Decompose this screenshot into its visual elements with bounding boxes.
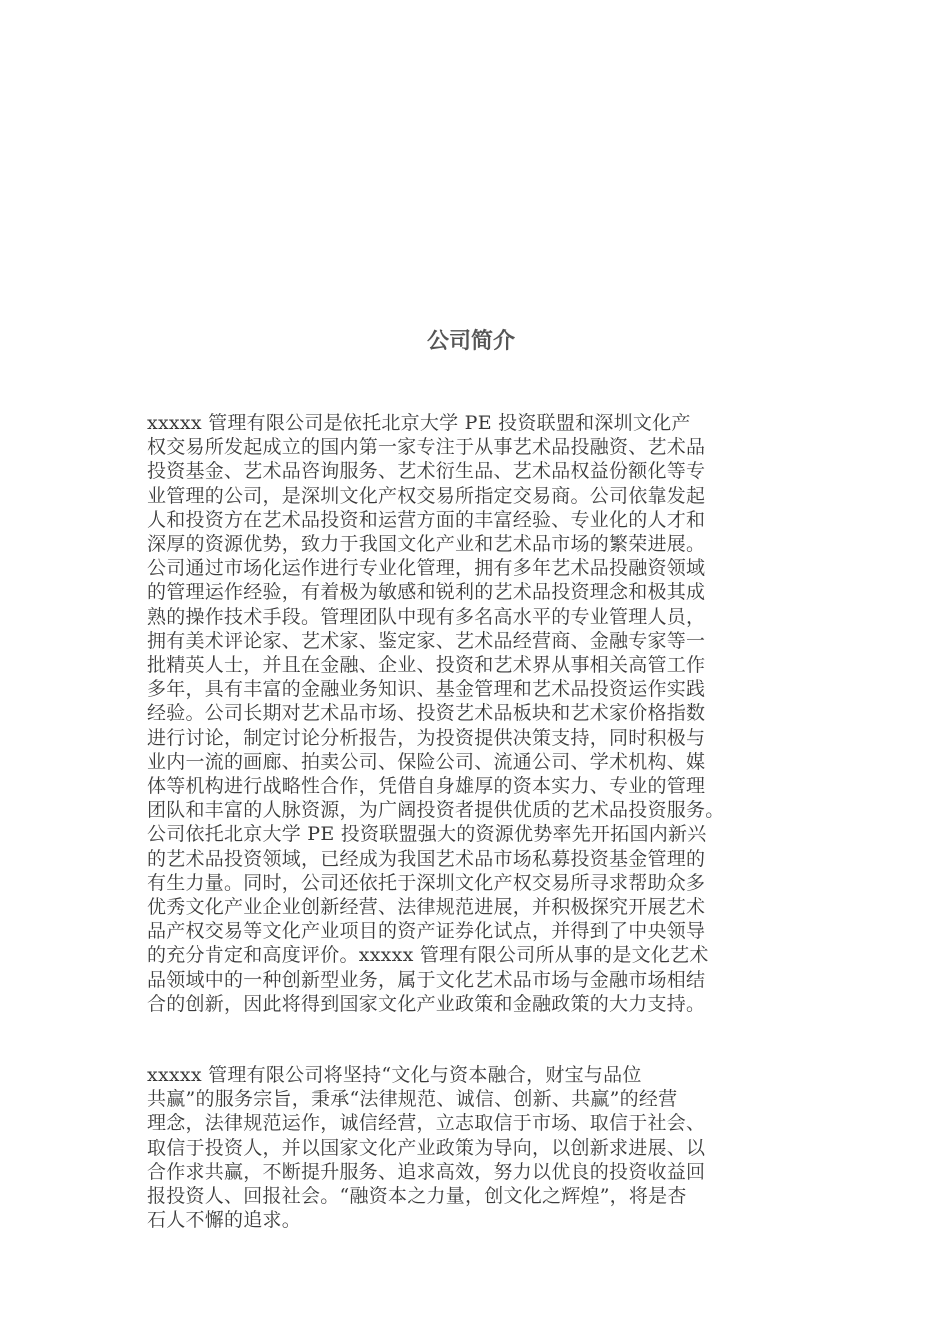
body-paragraph-1: xxxxx 管理有限公司是依托北京大学 PE 投资联盟和深圳文化产 权交易所发起成立的国内第一家专注于从事艺术品投融资、艺术品 投资基金、艺术品咨询服务、艺术衍生品、艺术品权益份额化等专 业管理的公司，是深圳文化产权交易所指定交易商。公司依靠发起 人和投资方在艺术品投资和运营方面的丰富经验、专业化的人才和 深厚的资源优势，致力于我国文化产业和艺术品市场的繁荣进展。 公司通过市场化运作进行专业化管理，拥有多年艺术品投融资领域 的管理运作经验，有着极为敏感和锐利的艺术品投资理念和极其成 熟的操作技术手段。管理团队中现有多名高水平的专业管理人员， 拥有美术评论家、艺术家、鉴定家、艺术品经营商、金融专家等一 批精英人士，并且在金融、企业、投资和艺术界从事相关高管工作 多年，具有丰富的金融业务知识、基金管理和艺术品投资运作实践 经验。公司长期对艺术品市场、投资艺术品板块和艺术家价格指数 进行讨论，制定讨论分析报告，为投资提供决策支持，同时积极与 业内一流的画廊、拍卖公司、保险公司、流通公司、学术机构、媒 体等机构进行战略性合作，凭借自身雄厚的资本实力、专业的管理 团队和丰富的人脉资源，为广阔投资者提供优质的艺术品投资服务。 公司依托北京大学 PE 投资联盟强大的资源优势率先开拓国内新兴 的艺术品投资领域，已经成为我国艺术品市场私募投资基金管理的 有生力量。同时，公司还依托于深圳文化产权交易所寻求帮助众多 优秀文化产业企业创新经营、法律规范进展，并积极探究开展艺术 品产权交易等文化产业项目的资产证券化试点，并得到了中央领导 的充分肯定和高度评价。xxxxx 管理有限公司所从事的是文化艺术 品领域中的一种创新型业务，属于文化艺术品市场与金融市场相结 合的创新，因此将得到国家文化产业政策和金融政策的大力支持。 <box>147 412 725 1015</box>
body-paragraph-2: xxxxx 管理有限公司将坚持“文化与资本融合，财宝与品位 共赢”的服务宗旨，秉承“法律规范、诚信、创新、共赢”的经营 理念，法律规范运作，诚信经营，立志取信于市场、取信于社会、 取信于投资人，并以国家文化产业政策为导向，以创新求进展、以 合作求共赢，不断提升服务、追求高效，努力以优良的投资收益回 报投资人、回报社会。“融资本之力量，创文化之辉煌”，将是杏 石人不懈的追求。 <box>147 1064 706 1232</box>
page-title: 公司简介 <box>426 329 515 354</box>
